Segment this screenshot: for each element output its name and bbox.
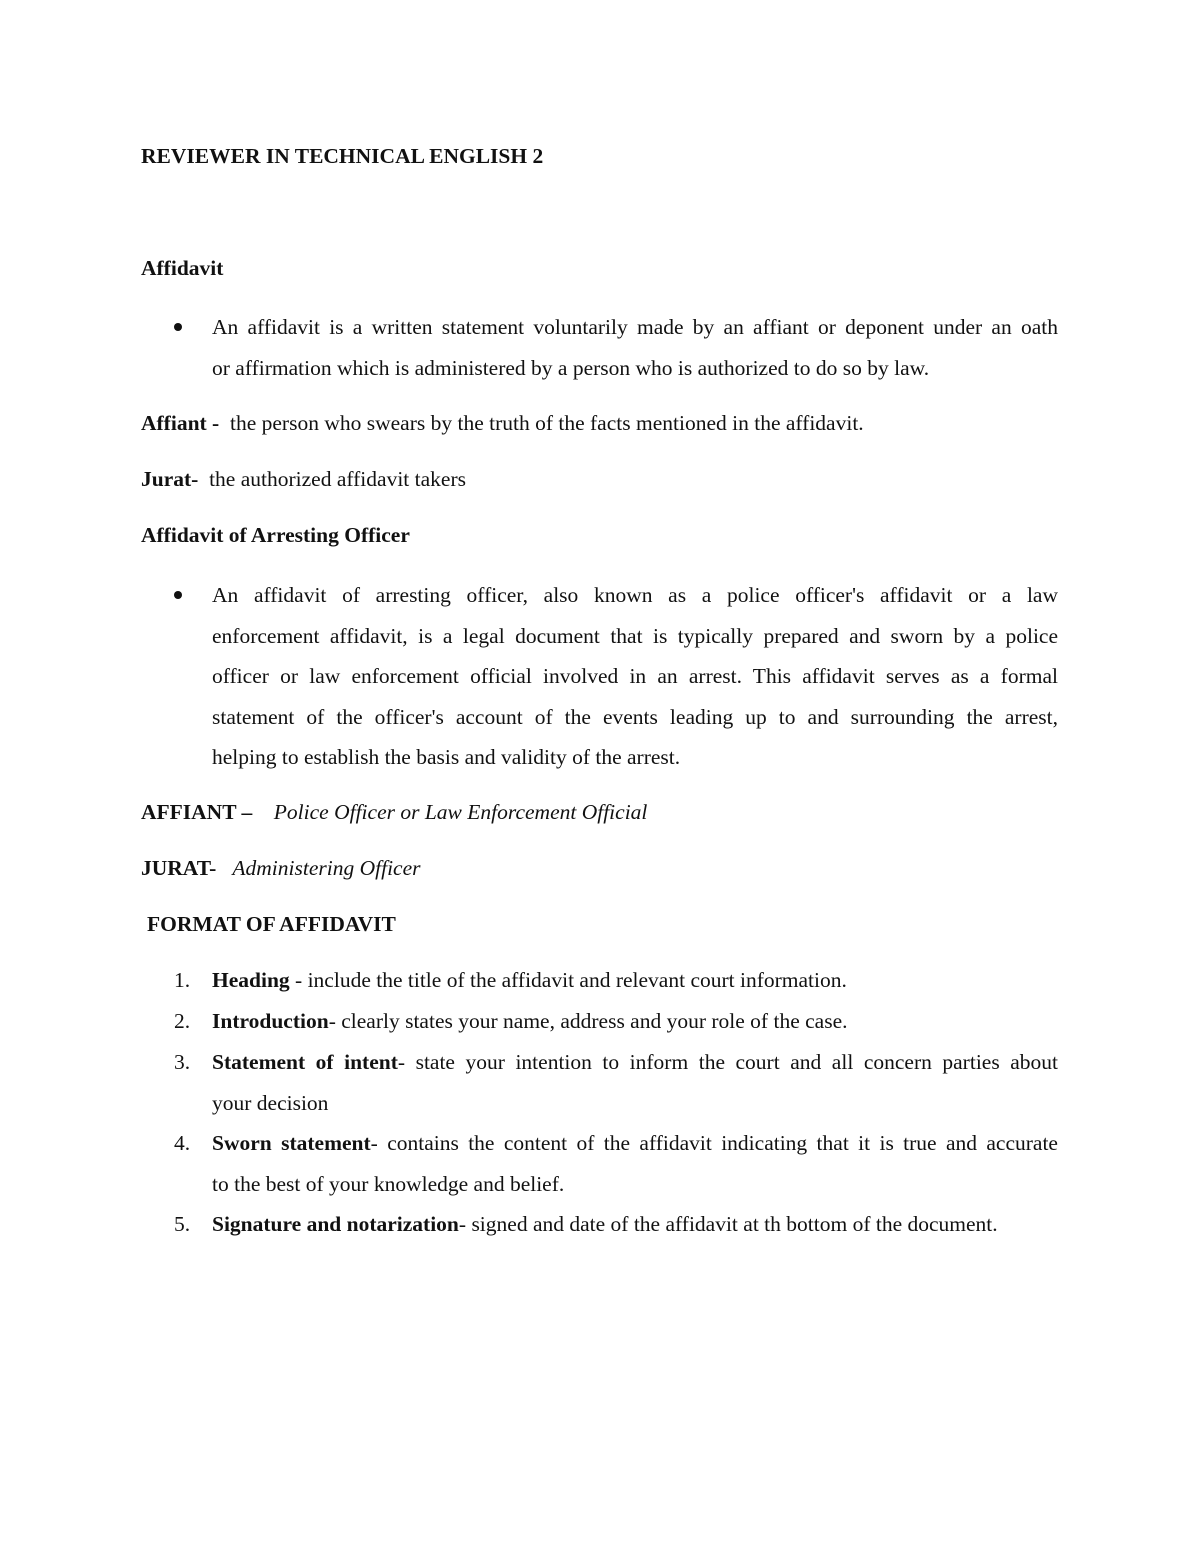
paragraph-line: helping to establish the basis and validity of the arrest. [212, 745, 681, 769]
list-number: 5. [174, 1212, 191, 1236]
affiant-role-term: AFFIANT – [141, 800, 253, 824]
paragraph-line: statement of the officer's account of the events leading up to and surrounding the arrest, [212, 704, 1058, 729]
list-item [212, 1001, 1058, 1042]
list-item-term: Sworn statement [212, 1131, 371, 1155]
jurat-definition [141, 467, 466, 492]
section-heading-affidavit: Affidavit [141, 256, 224, 280]
list-item-line [212, 1123, 1058, 1164]
document-title: REVIEWER IN TECHNICAL ENGLISH 2 [141, 144, 544, 168]
list-item-line [212, 1042, 1058, 1083]
list-item-term: Statement of intent [212, 1050, 398, 1074]
affiant-term: Affiant - [141, 411, 220, 435]
list-item-line: your decision [212, 1090, 329, 1115]
list-item-text: state your intention to inform the court and all concern parties about [415, 1050, 1058, 1074]
list-item-text: signed and date of the affidavit at th bottom of the document. [471, 1212, 998, 1236]
list-item-text: clearly states your name, address and your role of the case. [341, 1009, 848, 1033]
arresting-officer-paragraph [212, 575, 1058, 778]
list-item-sep: - [289, 968, 308, 992]
list-item-term: Heading [212, 968, 290, 992]
list-number: 4. [174, 1131, 191, 1155]
list-number: 2. [174, 1009, 191, 1033]
jurat-role [141, 856, 421, 881]
list-item-term: Signature and notarization [212, 1212, 459, 1236]
section-heading-format: FORMAT OF AFFIDAVIT [147, 912, 396, 936]
paragraph-line: officer or law enforcement official involved in an arrest. This affidavit serves as a formal [212, 664, 1058, 688]
affiant-text: the person who swears by the truth of the facts mentioned in the affidavit. [229, 411, 864, 435]
list-number: 3. [174, 1050, 191, 1074]
jurat-text: the authorized affidavit takers [209, 467, 466, 491]
list-item [212, 1123, 1058, 1204]
jurat-role-term: JURAT- [141, 856, 217, 880]
list-item-sep: - [458, 1212, 472, 1236]
jurat-term: Jurat- [141, 467, 199, 491]
paragraph-line: An affidavit is a written statement voluntarily made by an affiant or deponent under an oath [212, 315, 1058, 339]
paragraph-line: An affidavit of arresting officer, also known as a police officer's affidavit or a law [212, 583, 1058, 607]
list-item-text: contains the content of the affidavit indicating that it is true and accurate [387, 1131, 1058, 1155]
list-item-sep: - [397, 1050, 416, 1074]
list-item-term: Introduction [212, 1009, 329, 1033]
list-item-sep: - [328, 1009, 342, 1033]
section-heading-arresting-officer: Affidavit of Arresting Officer [141, 523, 410, 547]
affiant-role [141, 800, 647, 825]
affiant-definition [141, 411, 864, 436]
list-item-line: to the best of your knowledge and belief. [212, 1171, 565, 1196]
affiant-role-text: Police Officer or Law Enforcement Official [273, 800, 648, 824]
list-item [212, 1042, 1058, 1123]
affidavit-definition-paragraph [212, 307, 1058, 388]
list-item [212, 960, 1058, 1001]
jurat-role-text: Administering Officer [232, 856, 421, 880]
list-item-sep: - [370, 1131, 388, 1155]
bullet-icon [174, 591, 182, 599]
list-number: 1. [174, 968, 191, 992]
list-item-text: include the title of the affidavit and relevant court information. [307, 968, 847, 992]
paragraph-line: or affirmation which is administered by a person who is authorized to do so by law. [212, 355, 930, 380]
list-item [212, 1204, 1058, 1245]
paragraph-line: enforcement affidavit, is a legal document that is typically prepared and sworn by a police [212, 623, 1058, 648]
bullet-icon [174, 323, 182, 331]
